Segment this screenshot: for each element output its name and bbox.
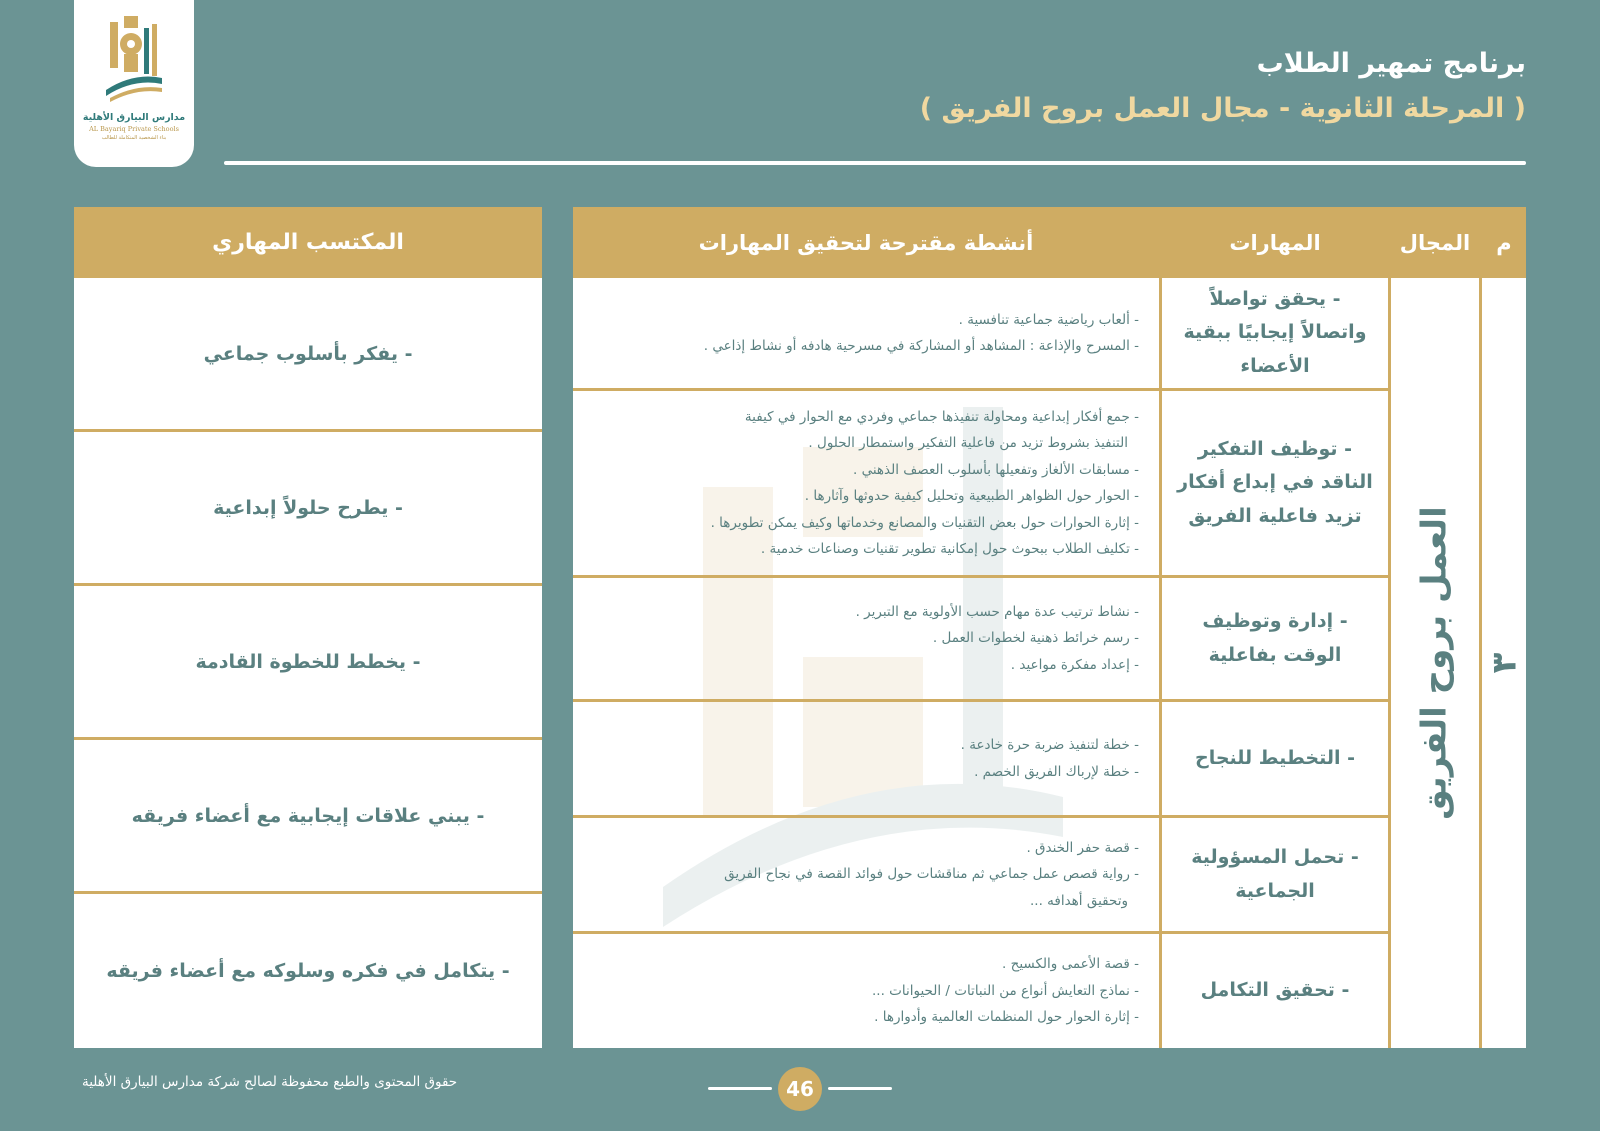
row-number <box>1482 278 1526 1048</box>
number-header: م <box>1482 207 1526 278</box>
activity-item: - إثارة الحوار حول المنظمات العالمية وأدوارها . <box>874 1009 1139 1026</box>
activity-item: - الحوار حول الظواهر الطبيعية وتحليل كيفية حدوثها وآثارها . <box>804 488 1139 504</box>
outcome-item: - يبني علاقات إيجابية مع أعضاء فريقه <box>74 740 542 894</box>
page-number-line <box>828 1087 892 1090</box>
skills-header: المهارات <box>1162 207 1388 278</box>
activities-cell <box>573 818 1159 931</box>
domain-cell <box>1391 278 1479 1048</box>
skill-cell: - تحمل المسؤولية الجماعية <box>1191 846 1359 902</box>
activities-cell <box>573 278 1159 388</box>
activity-item: - نماذج التعايش أنواع من النباتات / الحيوانات ... <box>871 982 1139 999</box>
activity-item: - إعداد مفكرة مواعيد . <box>1010 656 1139 673</box>
activities-header: أنشطة مقترحة لتحقيق المهارات <box>573 207 1159 278</box>
activity-item: - المسرح والإذاعة : المشاهد أو المشاركة في مسرحية هادفه أو نشاط إذاعي . <box>703 338 1139 354</box>
outcome-item: - يطرح حلولاً إبداعية <box>74 432 542 586</box>
logo-english-name: AL Bayariq Private Schools <box>89 125 179 133</box>
header-divider <box>224 161 1526 165</box>
activity-item: - جمع أفكار إبداعية ومحاولة تنفيذها جماعي وفردي مع الحوار في كيفية <box>744 408 1139 425</box>
page-number: 46 <box>778 1067 822 1111</box>
activity-item: - قصة الأعمى والكسيح . <box>1002 956 1139 973</box>
activity-item: - نشاط ترتيب عدة مهام حسب الأولوية مع التبرير . <box>855 603 1139 620</box>
page-title: برنامج تمهير الطلاب <box>1256 48 1526 79</box>
outcome-item: - يفكر بأسلوب جماعي <box>74 278 542 432</box>
outcomes-table <box>74 207 542 1048</box>
page-subtitle: ( المرحلة الثانوية - مجال العمل بروح الفريق ) <box>919 93 1526 124</box>
skill-cell: - يحقق تواصلاً واتصالاً إيجابيًا ببقية الأعضاء <box>1183 288 1367 377</box>
activity-item: التنفيذ بشروط تزيد من فاعلية التفكير واستمطار الحلول . <box>808 435 1128 451</box>
skill-cell: - تحقيق التكامل <box>1200 979 1350 1002</box>
activity-item: - خطة لإرباك الفريق الخصم . <box>974 763 1139 780</box>
logo-arabic-name: مدارس البيارق الأهلية <box>82 112 186 123</box>
activities-cell <box>573 702 1159 815</box>
school-logo <box>74 0 194 167</box>
activity-item: - مسابقات الألغاز وتفعيلها بأسلوب العصف الذهني . <box>853 461 1139 478</box>
activity-item: - رواية قصص عمل جماعي ثم مناقشات حول فوائد القصة في نجاح الفريق <box>724 866 1139 883</box>
activity-item: - قصة حفر الخندق . <box>1026 839 1139 856</box>
activity-item: - خطة لتنفيذ ضربة حرة خادعة . <box>960 737 1139 753</box>
activity-item: وتحقيق أهدافه ... <box>1029 892 1128 909</box>
row-number-value: ٣ <box>1484 652 1525 674</box>
domain-header: المجال <box>1391 207 1479 278</box>
footer-copyright: حقوق المحتوى والطبع محفوظة لصالح شركة مدارس البيارق الأهلية <box>82 1074 458 1090</box>
outcomes-header: المكتسب المهاري <box>74 207 542 278</box>
logo-tagline: بناء الشخصية المتكاملة للطالب <box>101 135 167 141</box>
page-number-line <box>708 1087 772 1090</box>
activity-item: - إثارة الحوارات حول بعض التقنيات والمصانع وخدماتها وكيف يمكن تطويرها . <box>710 514 1139 531</box>
activities-cell <box>573 391 1159 575</box>
skill-cell: - توظيف التفكير الناقد في إبداع أفكار تزيد فاعلية الفريق <box>1177 438 1373 527</box>
activities-cell <box>573 578 1159 699</box>
activity-item: - تكليف الطلاب ببحوث حول إمكانية تطوير تقنيات وصناعات خدمية . <box>760 541 1139 557</box>
outcome-item: - يتكامل في فكره وسلوكه مع أعضاء فريقه <box>106 960 510 982</box>
skill-cell: - إدارة وتوظيف الوقت بفاعلية <box>1202 610 1348 666</box>
skills-table <box>573 207 1526 1048</box>
outcome-item: - يخطط للخطوة القادمة <box>74 586 542 740</box>
activity-item: - رسم خرائط ذهنية لخطوات العمل . <box>932 630 1139 647</box>
skill-cell: - التخطيط للنجاح <box>1195 746 1355 769</box>
domain-value: العمل بروح الفريق <box>1415 506 1455 820</box>
activities-cell <box>573 934 1159 1048</box>
activity-item: - ألعاب رياضية جماعية تنافسية . <box>958 311 1139 328</box>
school-emblem-icon <box>96 14 172 106</box>
